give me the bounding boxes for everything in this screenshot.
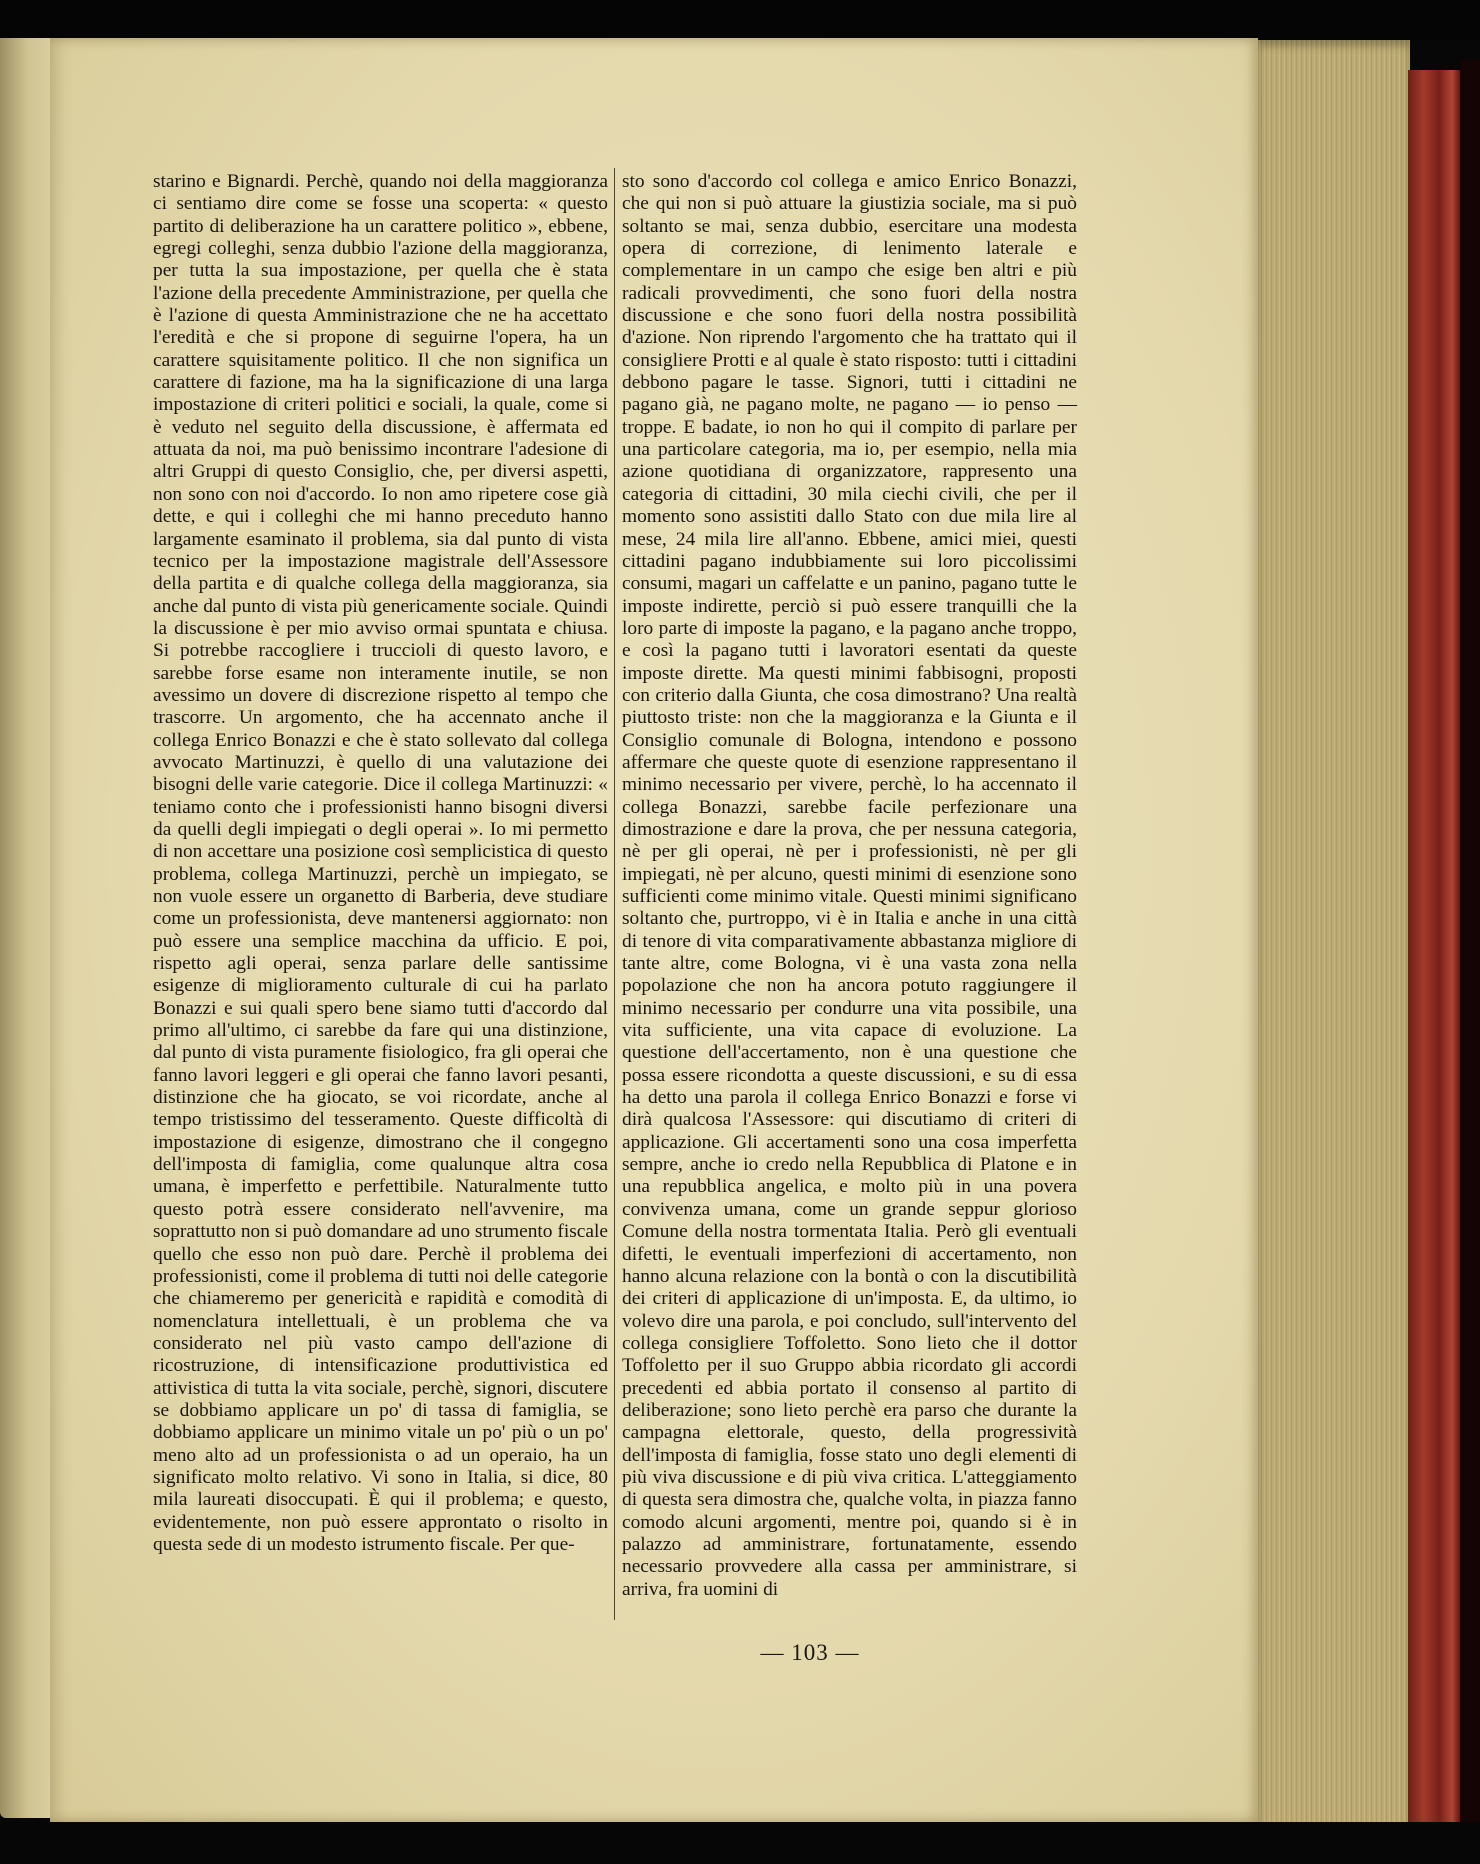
- text-column-left: [153, 171, 608, 1556]
- left-column-text: starino e Bignardi. Perchè, quando noi della maggioranza ci sentiamo dire come se fosse una scoperta: « questo partito di deliberazione ha un carattere politico », ebbene, egregi colleghi, senza dubbio l'azione della maggioranza, per tutta la sua impostazione, per quella che è stata l'azione della precedente Amministrazione, per quella che è l'azione di questa Amministrazione che ne ha accettato l'eredità e che si propone di seguirne l'opera, ha un carattere squisitamente politico. Il che non significa un carattere di fazione, ma ha la significazione di una larga impostazione di criteri politici e sociali, la quale, come si è veduto nel seguito della discussione, è affermata ed attuata da noi, ma può benissimo incontrare l'adesione di altri Gruppi di questo Consiglio, che, per diversi aspetti, non sono con noi d'accordo. Io non amo ripetere cose già dette, e qui i colleghi che mi hanno preceduto hanno largamente esaminato il problema, sia dal punto di vista tecnico per la impostazione magistrale dell'Assessore della partita e di qualche collega della maggioranza, sia anche dal punto di vista più genericamente sociale. Quindi la discussione è per mio avviso ormai spuntata e chiusa. Si potrebbe raccogliere i truccioli di questo lavoro, e sarebbe forse esame non interamente inutile, se non avessimo un dovere di discrezione rispetto al tempo che trascorre. Un argomento, che ha accennato anche il collega Enrico Bonazzi e che è stato sollevato dal collega avvocato Martinuzzi, è quello di una valutazione dei bisogni delle varie categorie. Dice il collega Martinuzzi: « teniamo conto che i professionisti hanno bisogni diversi da quelli degli impiegati o degli operai ». Io mi permetto di non accettare una posizione così semplicistica di questo problema, collega Martinuzzi, perchè un impiegato, se non vuole essere un organetto di Barberia, deve studiare come un professionista, deve mantenersi aggiornato: non può essere una semplice macchina da ufficio. E poi, rispetto agli operai, senza parlare delle santissime esigenze di miglioramento culturale di cui ha parlato Bonazzi e sui quali spero bene siamo tutti d'accordo dal primo all'ultimo, ci sarebbe da fare qui una distinzione, dal punto di vista puramente fisiologico, fra gli operai che fanno lavori leggeri e gli operai che fanno lavori pesanti, distinzione che ha giocato, se voi ricordate, anche al tempo tristissimo del tesseramento. Queste difficoltà di impostazione di esigenze, dimostrano che il congegno dell'imposta di famiglia, come qualunque altra cosa umana, è imperfetto e perfettibile. Naturalmente tutto questo potrà essere considerato nell'avvenire, ma soprattutto non si può domandare ad uno strumento fiscale quello che esso non può dare. Perchè il problema dei professionisti, come il problema di tutti noi delle categorie che chiameremo per genericità e rapidità e comodità di nomenclatura intellettuali, è un problema che va considerato nel più vasto campo dell'azione di ricostruzione, di intensificazione produttivistica ed attivistica di tutta la vita sociale, perchè, signori, discutere se dobbiamo applicare un po' di tassa di famiglia, se dobbiamo applicare un minimo vitale un po' più o un po' meno alto ad un professionista o ad un operaio, ha un significato molto relativo. Vi sono in Italia, si dice, 80 mila laureati disoccupati. È qui il problema; e questo, evidentemente, non può essere approntato o risolto in questa sede di un modesto istrumento fiscale. Per que-: [153, 171, 608, 1555]
- page-number: — 103 —: [760, 1640, 860, 1665]
- scan-bottom-border: [0, 1822, 1480, 1864]
- right-column-text: sto sono d'accordo col collega e amico Enrico Bonazzi, che qui non si può attuare la giustizia sociale, ma si può soltanto se mai, senza dubbio, esercitare una modesta opera di correzione, di lenimento laterale e complementare in un campo che esige ben altri e più radicali provvedimenti, che sono fuori della nostra discussione e che sono fuori della nostra possibilità d'azione. Non riprendo l'argomento che ha trattato qui il consigliere Protti e al quale è stato risposto: tutti i cittadini debbono pagare le tasse. Signori, tutti i cittadini ne pagano già, ne pagano molte, ne pagano — io penso — troppe. E badate, io non ho qui il compito di parlare per una particolare categoria, ma io, per esempio, nella mia azione quotidiana di organizzatore, rappresento una categoria di cittadini, 30 mila ciechi civili, che per il momento sono assistiti dallo Stato con due mila lire al mese, 24 mila lire all'anno. Ebbene, amici miei, questi cittadini pagano indubbiamente sui loro piccolissimi consumi, magari un caffelatte e un panino, pagano tutte le imposte indirette, perciò si può essere tranquilli che la loro parte di imposte la pagano, e la pagano anche troppo, e così la pagano tutti i lavoratori esentati da queste imposte dirette. Ma questi minimi fabbisogni, proposti con criterio dalla Giunta, che cosa dimostrano? Una realtà piuttosto triste: non che la maggioranza e la Giunta e il Consiglio comunale di Bologna, intendono e possono affermare che queste quote di esenzione rappresentano il minimo necessario per vivere, perchè, lo ha accennato il collega Bonazzi, sarebbe facile perfezionare una dimostrazione e dare la prova, che per nessuna categoria, nè per gli operai, nè per i professionisti, nè per gli impiegati, nè per alcuno, questi minimi di esenzione sono sufficienti come minimo vitale. Questi minimi significano soltanto che, purtroppo, vi è in Italia e anche in una città di tenore di vita comparativamente abbastanza migliore di tante altre, come Bologna, vi è una vasta zona nella popolazione che non ha ancora potuto raggiungere il minimo necessario per condurre una vita possibile, una vita sufficiente, una vita capace di evoluzione. La questione dell'accertamento, non è una questione che possa essere ricondotta a queste discussioni, e su di essa ha detto una parola il collega Enrico Bonazzi e forse vi dirà qualcosa l'Assessore: qui discutiamo di criteri di applicazione. Gli accertamenti sono una cosa imperfetta sempre, anche io credo nella Repubblica di Platone e in una repubblica angelica, e molto più in una povera convivenza umana, come un grande seppur glorioso Comune della nostra tormentata Italia. Però gli eventuali difetti, le eventuali imperfezioni di accertamento, non hanno alcuna relazione con la bontà o con la discutibilità dei criteri di applicazione di un'imposta. E, da ultimo, io volevo dire una parola, e poi concludo, sull'intervento del collega consigliere Toffoletto. Sono lieto che il dottor Toffoletto per il suo Gruppo abbia ricordato gli accordi precedenti ed abbia portato il consenso al partito di deliberazione; sono lieto perchè era parso che durante la campagna elettorale, questo, della progressività dell'imposta di famiglia, fosse stato uno degli elementi di più viva discussione e di più viva critica. L'atteggiamento di questa sera dimostra che, qualche volta, in piazza fanno comodo alcuni argomenti, mentre poi, quando si è in palazzo ad amministrare, fortunatamente, essendo necessario provvedere alla cassa per amministrare, si arriva, fra uomini di: [622, 171, 1077, 1600]
- text-column-right: [622, 171, 1077, 1601]
- page-number-container: [0, 1640, 1480, 1666]
- book-page-edges: [1258, 40, 1410, 1830]
- scan-top-border: [0, 0, 1480, 40]
- column-divider: [614, 168, 615, 1620]
- scan-right-border: [1460, 60, 1480, 1864]
- book-cover-edge: [1408, 70, 1460, 1850]
